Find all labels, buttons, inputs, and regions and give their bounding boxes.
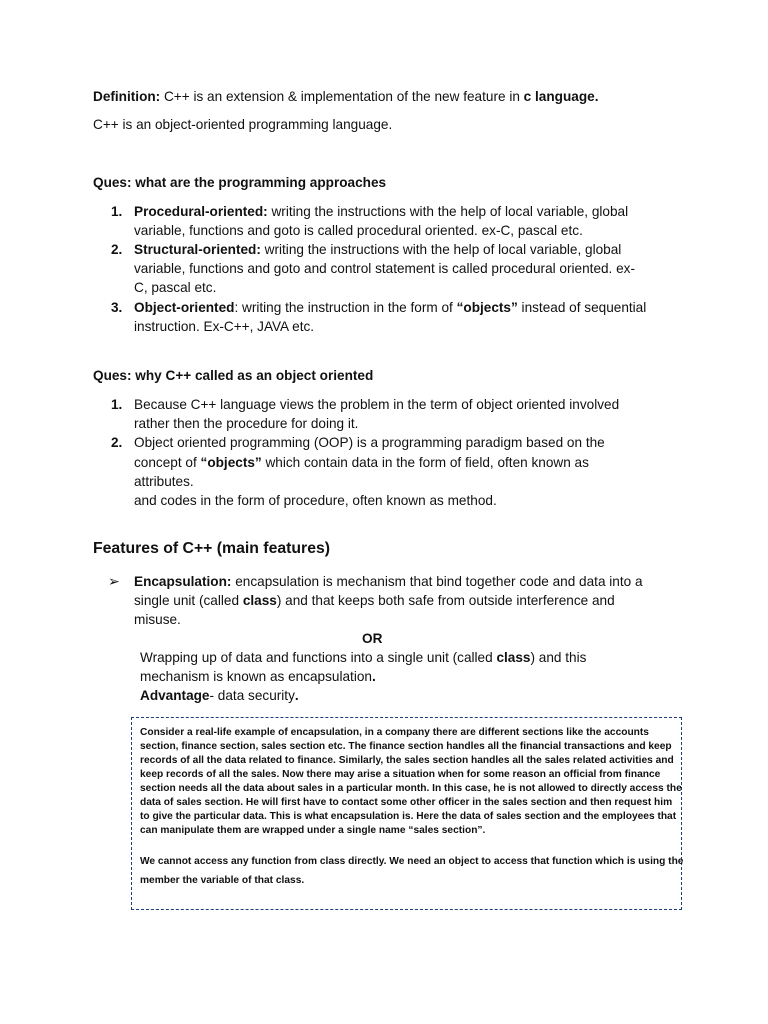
- or-separator: OR: [362, 631, 383, 646]
- class-keyword: class: [496, 650, 531, 665]
- item-text: : writing the instruction in the form of: [234, 300, 457, 315]
- encapsulation-text: Wrapping up of data and functions into a single unit (called: [140, 650, 497, 665]
- encapsulation-text: ) and this: [530, 650, 587, 665]
- advantage-end: .: [294, 688, 299, 703]
- list-item-line: [134, 298, 646, 317]
- list-number: 1.: [111, 397, 123, 412]
- box-line: to give the particular data. This is what encapsulation is. Here the data of sales section and the employees that: [140, 811, 677, 822]
- list-number: 1.: [111, 204, 123, 219]
- list-item-line: Object oriented programming (OOP) is a programming paradigm based on the: [134, 435, 605, 450]
- box-line: We cannot access any function from class directly. We need an object to access that function which is using the: [140, 856, 684, 867]
- item-text: instead of sequential: [517, 300, 647, 315]
- advantage-line: [140, 686, 299, 705]
- list-item-line: instruction. Ex-C++, JAVA etc.: [134, 319, 315, 334]
- item-quote: “objects”: [456, 300, 518, 315]
- encapsulation-line: [134, 591, 615, 610]
- item-title: Structural-oriented:: [134, 242, 261, 257]
- list-item-line: and codes in the form of procedure, often known as method.: [134, 493, 497, 508]
- list-item-line: variable, functions and goto is called procedural oriented. ex-C, pascal etc.: [134, 223, 583, 238]
- box-line: keep records of all the sales. Now there may arise a situation when for some reason an official from finance: [140, 769, 661, 780]
- encapsulation-text: mechanism is known as encapsulation: [140, 669, 372, 684]
- encapsulation-period: .: [371, 669, 376, 684]
- item-quote: “objects”: [200, 455, 262, 470]
- list-item-line: [134, 202, 628, 221]
- encapsulation-text: encapsulation is mechanism that bind together code and data into a: [231, 574, 643, 589]
- list-number: 3.: [111, 300, 123, 315]
- list-item-line: [134, 453, 589, 472]
- list-number: 2.: [111, 435, 123, 450]
- list-item-line: rather then the procedure for doing it.: [134, 416, 359, 431]
- encapsulation-line: [140, 667, 376, 686]
- list-number: 2.: [111, 242, 123, 257]
- encapsulation-line: misuse.: [134, 612, 181, 627]
- list-item-line: C, pascal etc.: [134, 280, 217, 295]
- item-text: writing the instructions with the help of local variable, global: [267, 204, 629, 219]
- question-programming-approaches: Ques: what are the programming approaches: [93, 175, 387, 190]
- box-line: Consider a real-life example of encapsulation, in a company there are different sections like the accounts: [140, 727, 649, 738]
- list-item-line: attributes.: [134, 474, 194, 489]
- example-box: [131, 717, 682, 910]
- definition-tail: .: [594, 89, 599, 104]
- box-line: records of all the data related to finance. Similarly, the sales section handles all the sales related activities and: [140, 755, 674, 766]
- question-why-oop: Ques: why C++ called as an object oriented: [93, 368, 374, 383]
- box-line: section needs all the data about sales in a particular month. In this case, he is not allowed to directly access the: [140, 783, 682, 794]
- box-line: can manipulate them are wrapped under a single name “sales section”.: [140, 825, 486, 836]
- box-line: section, finance section, sales section etc. The finance section handles all the financial transactions and keep: [140, 741, 672, 752]
- definition-bold: c language: [523, 89, 595, 104]
- arrow-bullet-icon: ➢: [108, 573, 120, 589]
- list-item-line: variable, functions and goto and control statement is called procedural oriented. ex-: [134, 261, 635, 276]
- encapsulation-text: single unit (called: [134, 593, 243, 608]
- list-item-line: [134, 240, 621, 259]
- definition-line: [93, 87, 598, 106]
- class-keyword: class: [242, 593, 277, 608]
- box-line: data of sales section. He will first have to contact some other officer in the sales section and then request him: [140, 797, 673, 808]
- intro-line: C++ is an object-oriented programming language.: [93, 117, 393, 132]
- item-title: Object-oriented: [134, 300, 235, 315]
- advantage-text: - data security: [209, 688, 295, 703]
- encapsulation-text: ) and that keeps both safe from outside interference and: [276, 593, 615, 608]
- list-item-line: Because C++ language views the problem in the term of object oriented involved: [134, 397, 620, 412]
- item-text: writing the instructions with the help of local variable, global: [260, 242, 622, 257]
- item-text: which contain data in the form of field, often known as: [261, 455, 589, 470]
- encapsulation-line: [134, 572, 643, 591]
- advantage-label: Advantage: [140, 688, 210, 703]
- item-text: concept of: [134, 455, 201, 470]
- definition-text: C++ is an extension & implementation of the new feature in: [160, 89, 524, 104]
- item-title: Procedural-oriented:: [134, 204, 268, 219]
- features-heading: Features of C++ (main features): [93, 540, 331, 557]
- encapsulation-title: Encapsulation:: [134, 574, 232, 589]
- encapsulation-line: [140, 648, 586, 667]
- definition-label: Definition:: [93, 89, 161, 104]
- box-line: member the variable of that class.: [140, 875, 305, 886]
